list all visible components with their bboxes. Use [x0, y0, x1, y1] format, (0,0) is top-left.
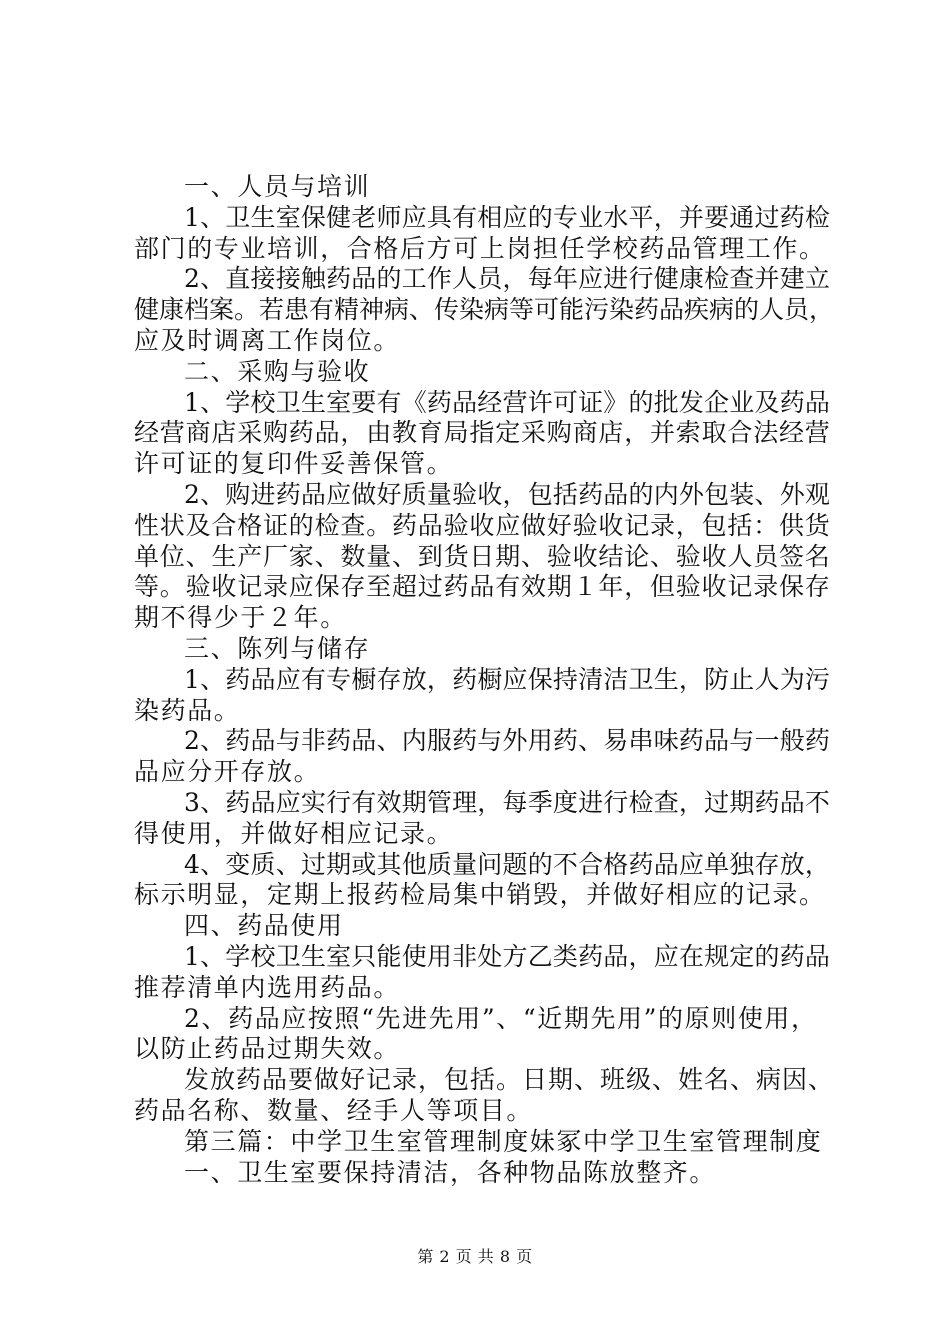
paragraph-line: 1、卫生室保健老师应具有相应的专业水平，并要通过药检 [184, 202, 831, 232]
paragraph-line: 染药品。 [134, 695, 241, 725]
section-heading-usage: 四、药品使用 [184, 911, 344, 941]
paragraph-line: 应及时调离工作岗位。 [134, 325, 401, 355]
paragraph-line: 单位、生产厂家、数量、到货日期、验收结论、验收人员签名 [134, 541, 831, 571]
paragraph-line: 一、卫生室要保持清洁，各种物品陈放整齐。 [184, 1157, 717, 1187]
document-body [134, 172, 834, 1188]
paragraph-line: 经营商店采购药品，由教育局指定采购商店，并索取合法经营 [134, 418, 831, 448]
paragraph-line: 药品名称、数量、经手人等项目。 [134, 1095, 534, 1125]
paragraph-line: 2、药品与非药品、内服药与外用药、易串味药品与一般药 [184, 726, 831, 756]
section-heading-personnel: 一、人员与培训 [184, 172, 371, 201]
paragraph-line: 推荐清单内选用药品。 [134, 972, 401, 1002]
paragraph-line: 标示明显，定期上报药检局集中销毁，并做好相应的记录。 [134, 880, 826, 910]
paragraph-line: 性状及合格证的检查。药品验收应做好验收记录，包括：供货 [134, 510, 831, 540]
paragraph-line: 品应分开存放。 [134, 757, 321, 787]
paragraph-line: 1、药品应有专橱存放，药橱应保持清洁卫生，防止人为污 [184, 664, 831, 694]
paragraph-line: 健康档案。若患有精神病、传染病等可能污染药品疾病的人员， [134, 295, 835, 325]
paragraph-line: 4、变质、过期或其他质量问题的不合格药品应单独存放， [184, 849, 831, 879]
paragraph-line: 等。验收记录应保存至超过药品有效期１年，但验收记录保存 [134, 572, 831, 602]
section-heading-storage: 三、陈列与储存 [184, 633, 371, 663]
paragraph-line: 3、药品应实行有效期管理，每季度进行检查，过期药品不 [184, 787, 831, 817]
paragraph-line: 期不得少于２年。 [134, 603, 347, 633]
paragraph-line: 2、购进药品应做好质量验收，包括药品的内外包装、外观 [184, 479, 831, 509]
paragraph-line: 以防止药品过期失效。 [134, 1034, 401, 1064]
paragraph-line: 2、直接接触药品的工作人员，每年应进行健康检查并建立 [184, 264, 831, 294]
paragraph-line: 1、学校卫生室只能使用非处方乙类药品，应在规定的药品 [184, 941, 831, 971]
chapter-title: 第三篇：中学卫生室管理制度妹冢中学卫生室管理制度 [184, 1126, 823, 1156]
paragraph-line: 1、学校卫生室要有《药品经营许可证》的批发企业及药品 [184, 387, 831, 417]
paragraph-line: 2、药品应按照“先进先用”、“近期先用”的原则使用， [184, 1003, 818, 1033]
paragraph-line: 部门的专业培训，合格后方可上岗担任学校药品管理工作。 [134, 233, 826, 263]
paragraph-line: 发放药品要做好记录，包括。日期、班级、姓名、病因、 [184, 1065, 835, 1095]
paragraph-line: 许可证的复印件妥善保管。 [134, 449, 454, 479]
page-number: 第 2 页 共 8 页 [417, 1247, 533, 1266]
paragraph-line: 得使用，并做好相应记录。 [134, 818, 454, 848]
section-heading-procurement: 二、采购与验收 [184, 356, 371, 386]
